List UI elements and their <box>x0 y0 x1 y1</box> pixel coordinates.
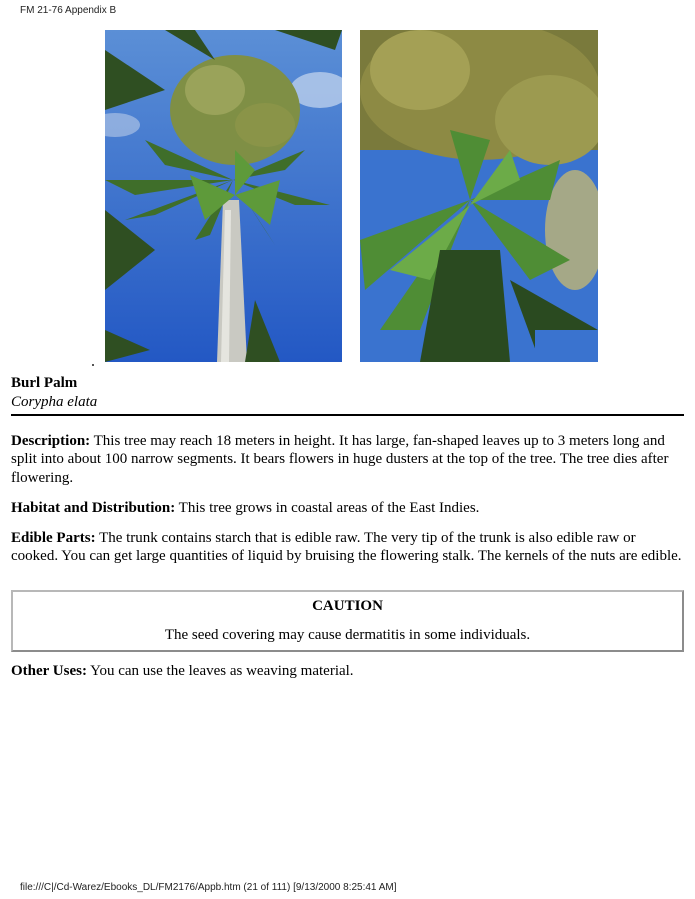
other-uses-text: You can use the leaves as weaving material. <box>86 663 354 679</box>
habitat-text: This tree grows in coastal areas of the East Indies. <box>175 500 480 516</box>
caution-title: CAUTION <box>312 598 383 614</box>
plant-common-name: Burl Palm <box>11 375 78 391</box>
edible-parts-paragraph <box>11 529 683 566</box>
other-uses-paragraph <box>11 662 683 680</box>
description-text: This tree may reach 18 meters in height. It has large, fan-shaped leaves up to 3 meters long and split into about 100 narrow segments. It bears flowers in huge dusters at the top of the tree. The tree dies after flowering. <box>11 433 669 486</box>
burl-palm-photo-crown <box>360 30 598 362</box>
other-uses-label: Other Uses: <box>11 663 87 679</box>
habitat-label: Habitat and Distribution: <box>11 500 176 516</box>
edible-parts-label: Edible Parts: <box>11 530 96 546</box>
edible-parts-text: The trunk contains starch that is edible raw. The very tip of the trunk is also edible raw or cooked. You can get large quantities of liquid by bruising the flowering stalk. The kernels of the nuts are edible. <box>11 530 682 565</box>
stray-dot <box>92 364 94 366</box>
page-header: FM 21-76 Appendix B <box>20 5 117 16</box>
description-paragraph <box>11 432 683 487</box>
description-label: Description: <box>11 433 91 449</box>
habitat-paragraph <box>11 499 683 517</box>
caution-box <box>11 590 684 652</box>
burl-palm-photo-tall <box>105 30 342 362</box>
caution-text: The seed covering may cause dermatitis in some individuals. <box>164 627 531 643</box>
section-divider <box>11 414 684 416</box>
page-footer: file:///C|/Cd-Warez/Ebooks_DL/FM2176/Appb.htm (21 of 111) [9/13/2000 8:25:41 AM] <box>20 882 397 893</box>
plant-scientific-name: Corypha elata <box>11 394 98 410</box>
